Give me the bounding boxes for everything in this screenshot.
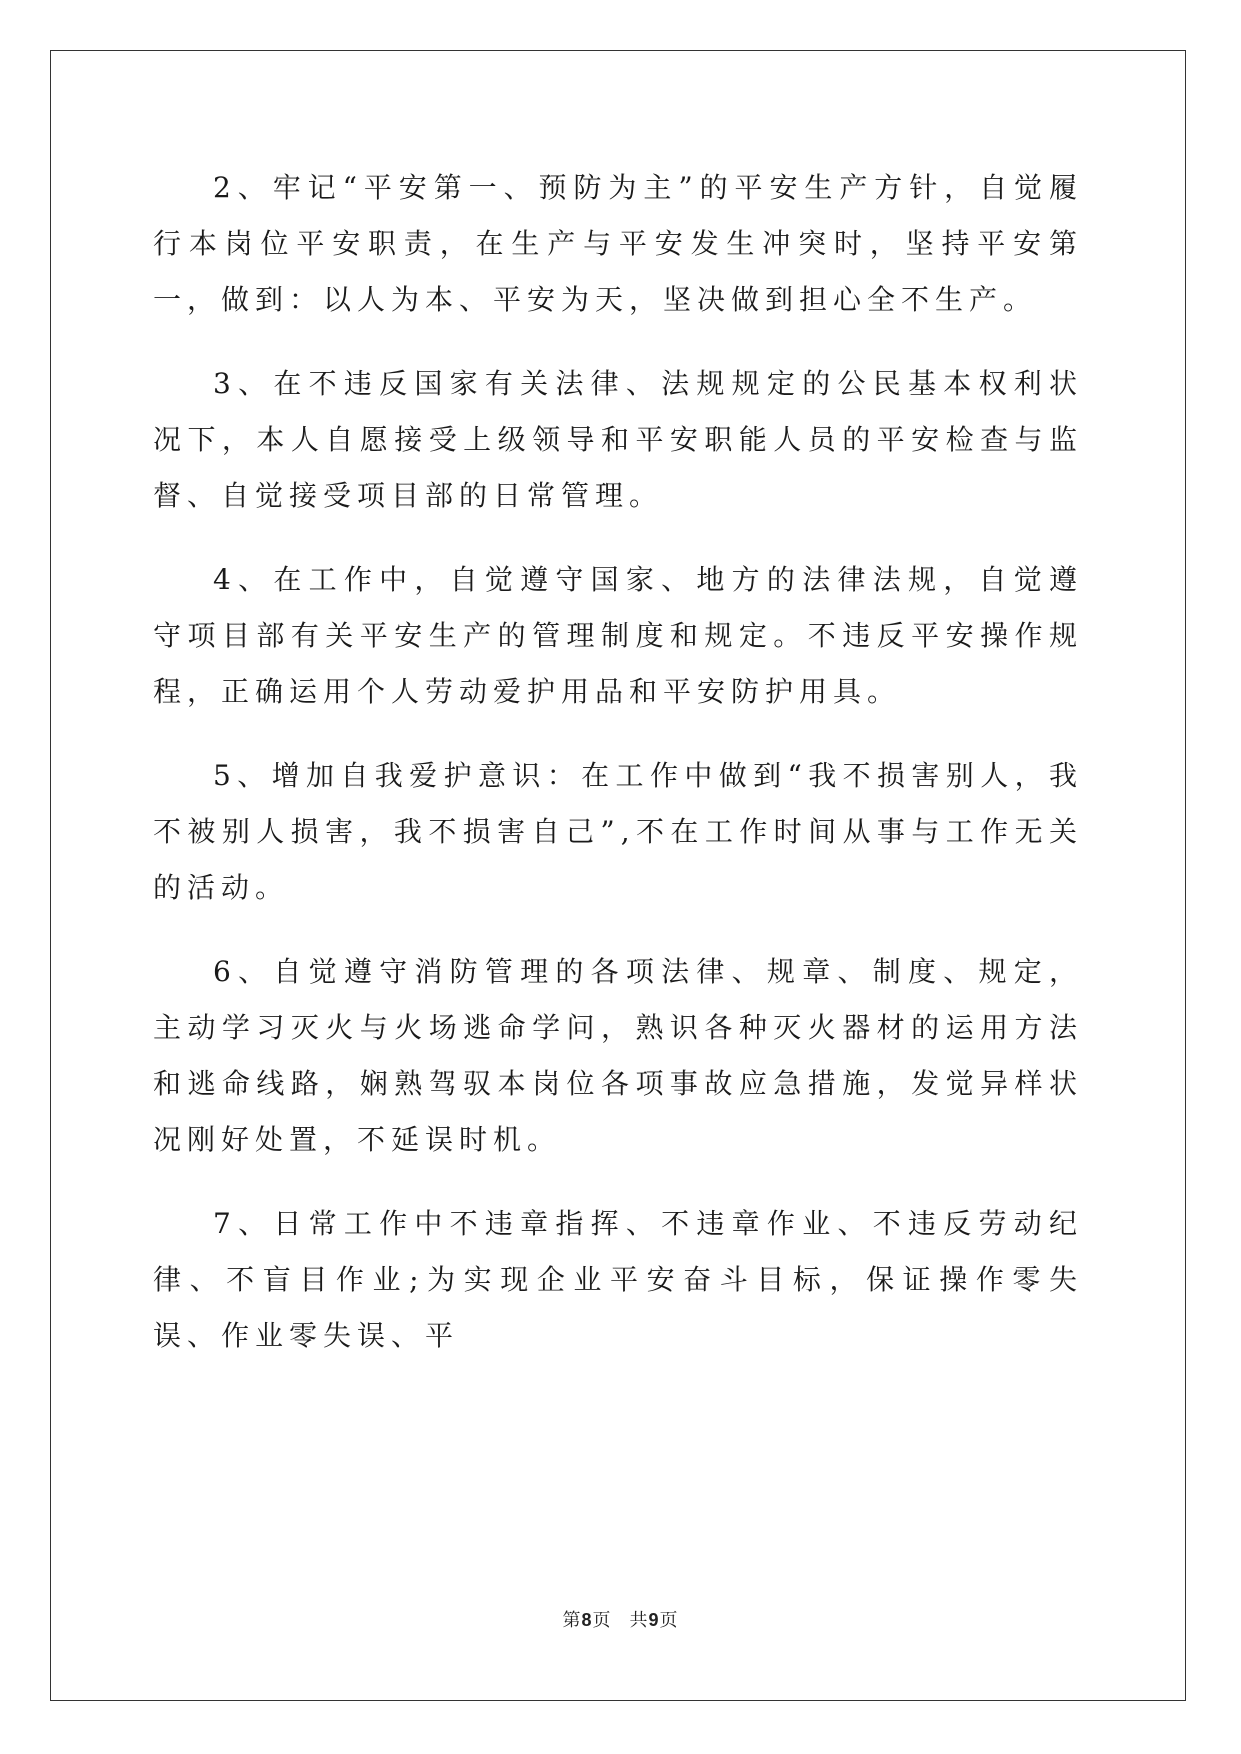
footer-page-current: 8 <box>581 1610 593 1630</box>
paragraph-6: 6、自觉遵守消防管理的各项法律、规章、制度、规定，主动学习灭火与火场逃命学问，熟识各种灭火器材的运用方法和逃命线路，娴熟驾驭本岗位各项事故应急措施，发觉异样状况刚好处置，不延误时机。 <box>153 955 1083 1156</box>
paragraph-7: 7、日常工作中不违章指挥、不违章作业、不违反劳动纪律、不盲目作业;为实现企业平安奋斗目标，保证操作零失误、作业零失误、平 <box>153 1207 1083 1352</box>
page-footer <box>0 1606 1241 1632</box>
footer-total-unit: 页 <box>659 1610 679 1631</box>
paragraph-4: 4、在工作中，自觉遵守国家、地方的法律法规，自觉遵守项目部有关平安生产的管理制度和规定。不违反平安操作规程，正确运用个人劳动爱护用品和平安防护用具。 <box>153 563 1083 708</box>
document-body <box>153 160 1083 1392</box>
footer-page-unit: 页 <box>592 1610 612 1631</box>
footer-page-total: 9 <box>648 1610 660 1630</box>
paragraph-2: 2、牢记“平安第一、预防为主”的平安生产方针，自觉履行本岗位平安职责，在生产与平安发生冲突时，坚持平安第一，做到：以人为本、平安为天，坚决做到担心全不生产。 <box>153 171 1083 316</box>
footer-prefix: 第 <box>562 1610 582 1631</box>
footer-total-prefix: 共 <box>629 1610 649 1631</box>
paragraph-3: 3、在不违反国家有关法律、法规规定的公民基本权利状况下，本人自愿接受上级领导和平安职能人员的平安检查与监督、自觉接受项目部的日常管理。 <box>153 367 1083 512</box>
paragraph-5: 5、增加自我爱护意识：在工作中做到“我不损害别人，我不被别人损害，我不损害自己”,不在工作时间从事与工作无关的活动。 <box>153 759 1083 904</box>
